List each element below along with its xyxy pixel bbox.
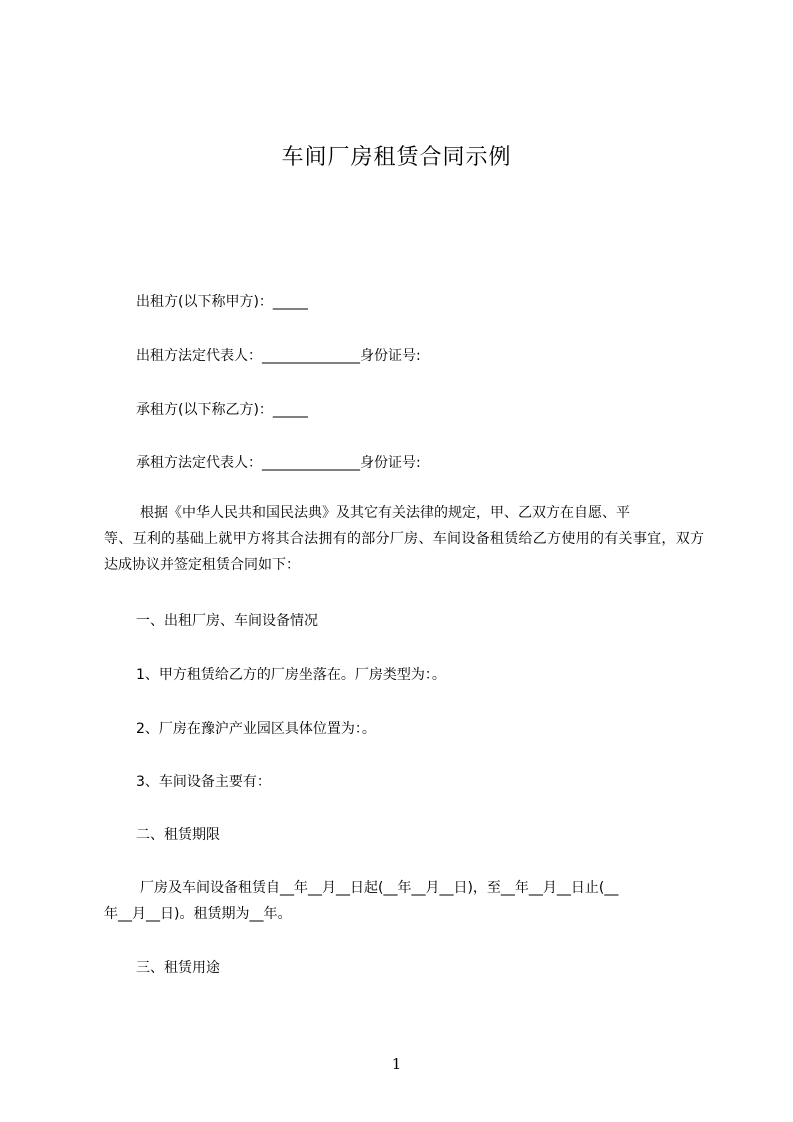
preamble-rest: 等、互利的基础上就甲方将其合法拥有的部分厂房、车间设备租赁给乙方使用的有关事宜，双方达成协议并签定租赁合同如下： <box>104 531 704 573</box>
document-title: 车间厂房租赁合同示例 <box>281 145 512 170</box>
clause-1-3: 3、车间设备主要有： <box>136 774 271 790</box>
term-paragraph <box>104 875 704 927</box>
term-first-line: 厂房及车间设备租赁自__年__月__日起(__年__月__日)，至__年__月__日止(__ <box>140 880 619 896</box>
lessee-representative-line: 承租方法定代表人：______________身份证号: <box>136 455 421 471</box>
lessee-line: 承租方(以下称乙方)：_____ <box>136 402 308 418</box>
preamble-paragraph <box>104 500 704 578</box>
clause-1-1: 1、甲方租赁给乙方的厂房坐落在。厂房类型为：。 <box>136 667 446 683</box>
section-heading-2: 二、租赁期限 <box>136 827 220 843</box>
page-number: 1 <box>391 1055 402 1073</box>
section-heading-1: 一、出租厂房、车间设备情况 <box>136 613 318 629</box>
lessor-line: 出租方(以下称甲方)：_____ <box>136 294 308 310</box>
lessor-representative-line: 出租方法定代表人：______________身份证号: <box>136 348 421 364</box>
term-rest: 年__月__日)。租赁期为__年。 <box>104 906 292 922</box>
preamble-first-line: 根据《中华人民共和国民法典》及其它有关法律的规定，甲、乙双方在自愿、平 <box>140 505 630 521</box>
section-heading-3: 三、租赁用途 <box>136 960 220 976</box>
clause-1-2: 2、厂房在豫沪产业园区具体位置为：。 <box>136 721 376 737</box>
